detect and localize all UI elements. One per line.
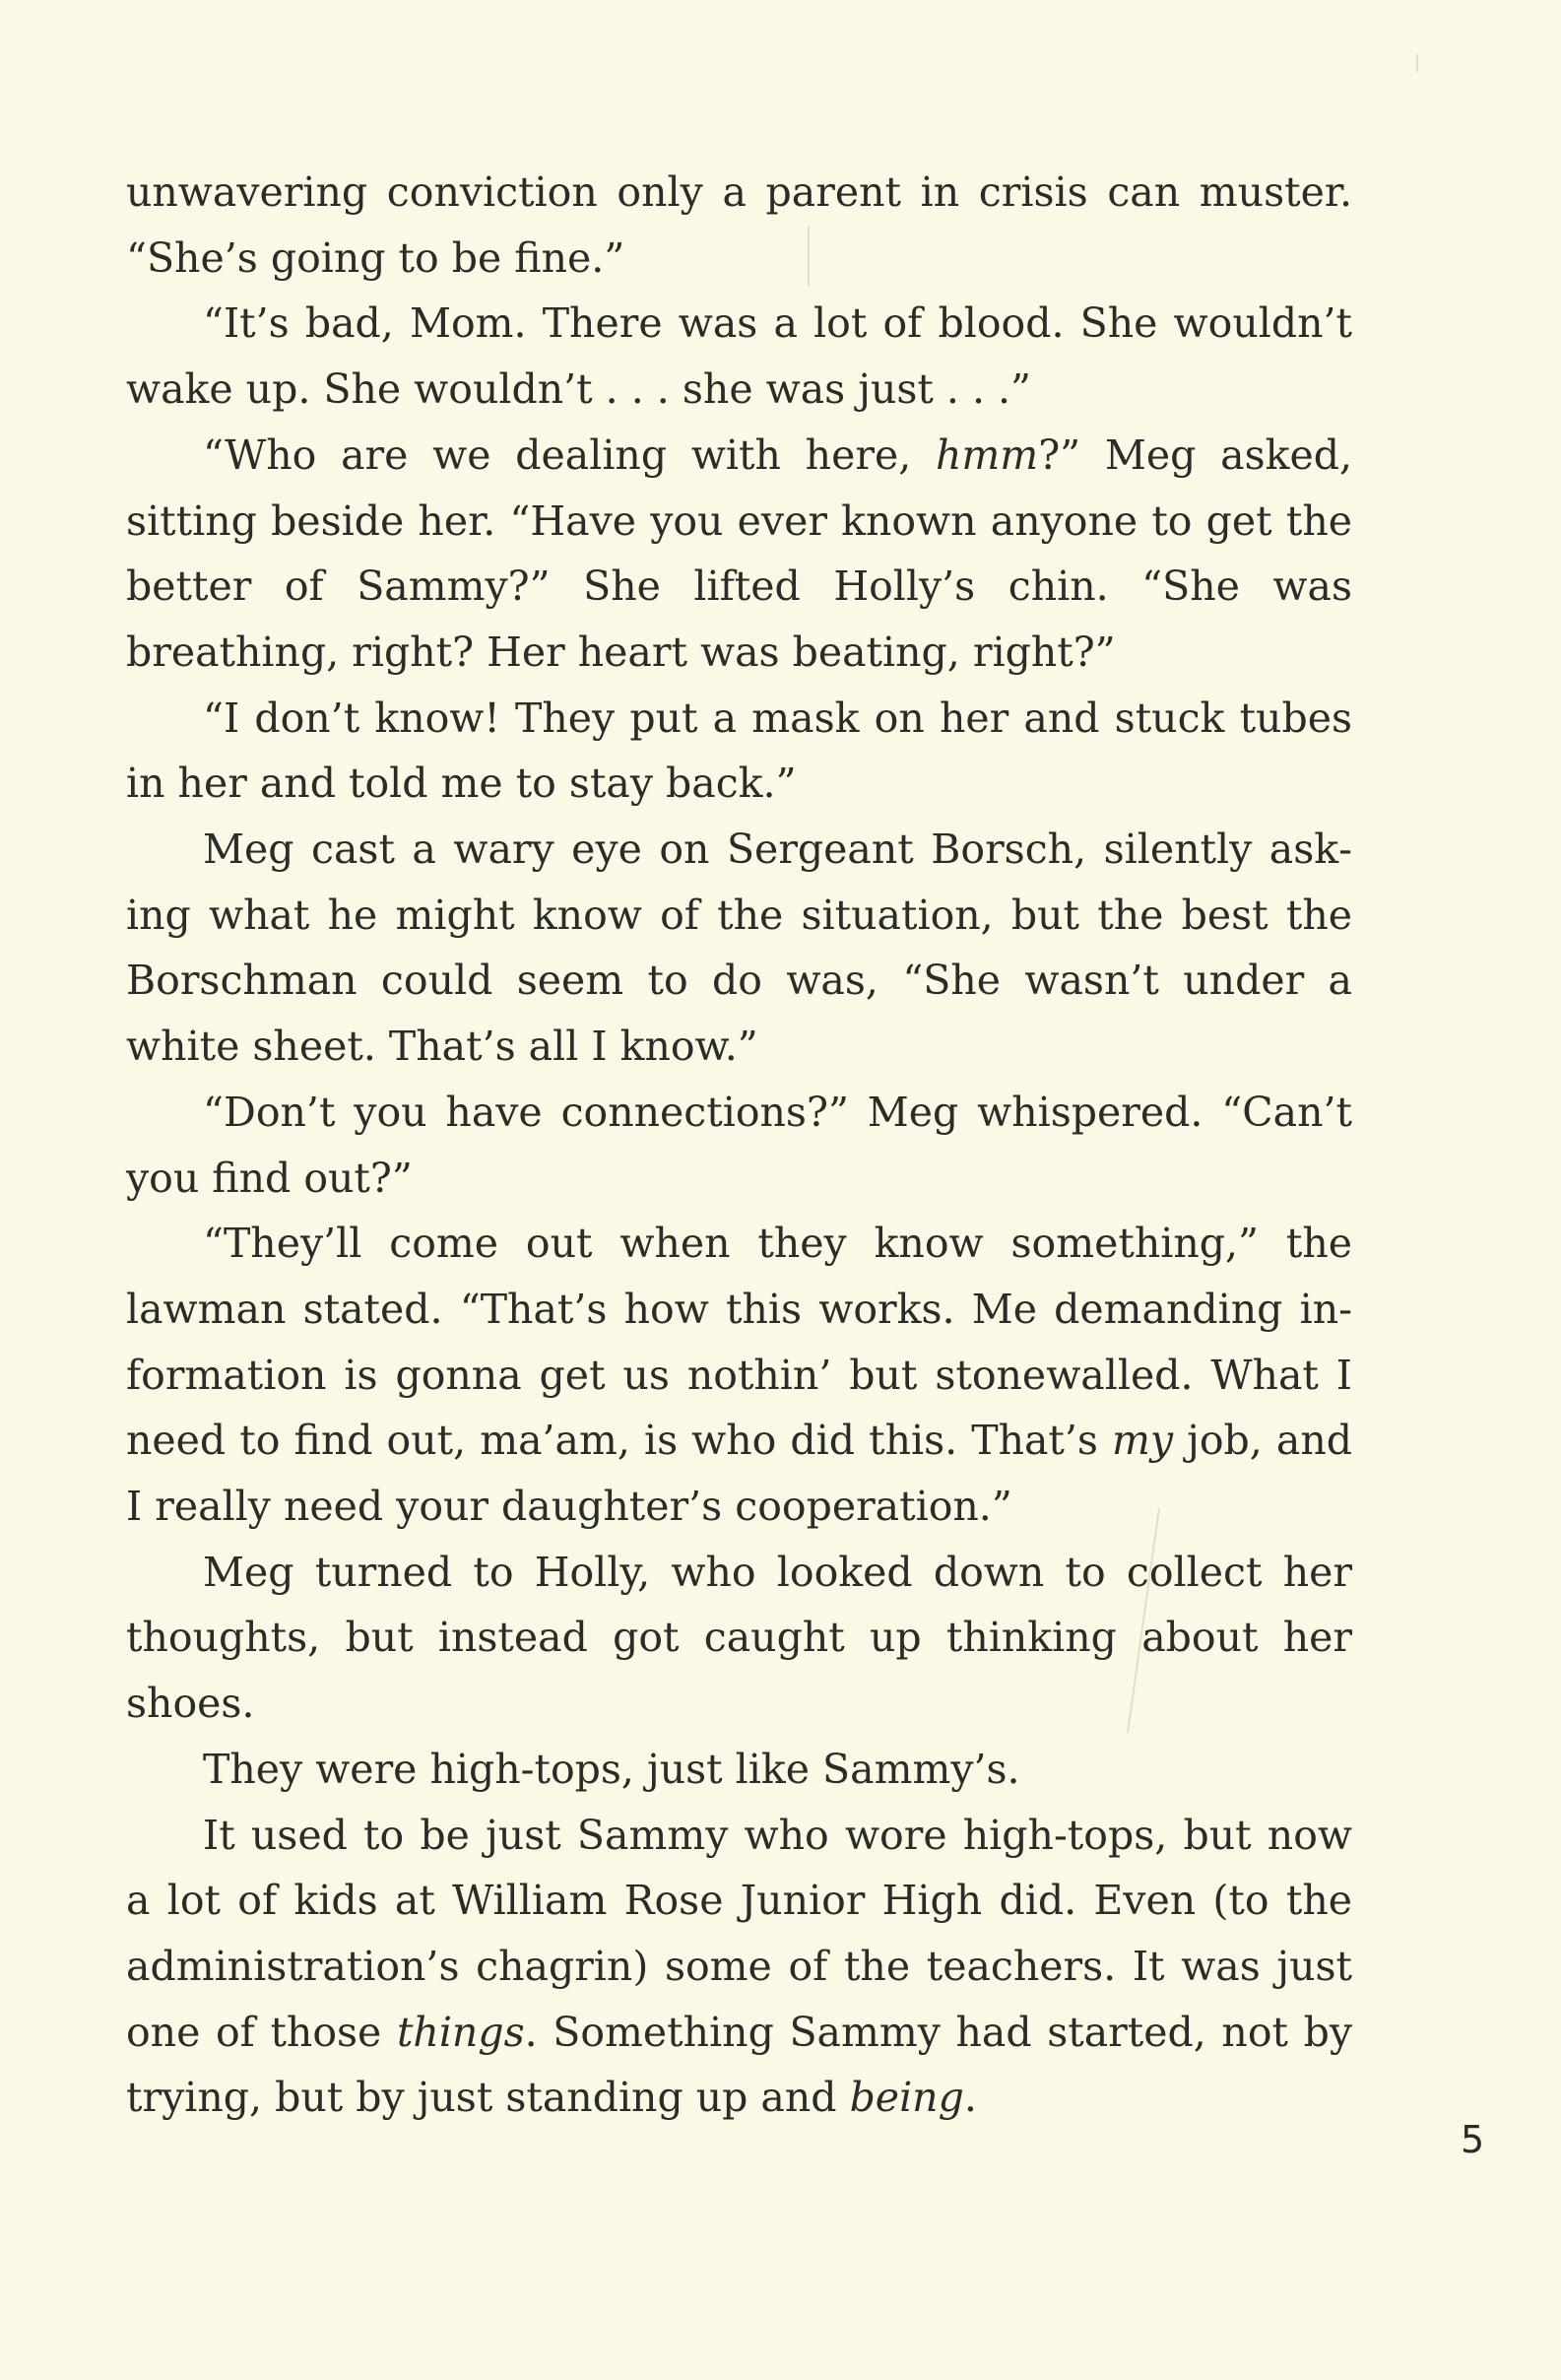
paragraph-text: “They’ll come out when they know something,” the lawman stated. “That’s how this works. Me demanding information is gonna get us nothin’ but stonewalled. What I need to find out, ma’am, is who did this. That’s — [126, 1220, 1352, 1465]
paragraph-text: ?” Meg asked, sitting beside her. “Have you ever known anyone to get the better of Sammy?” She lifted Holly’s chin. “She was breathing, right? Her heart was beating, right?” — [126, 430, 1352, 676]
italic-text: being — [849, 2074, 964, 2122]
italic-text: hmm — [936, 430, 1039, 479]
paragraph-text: Meg cast a wary eye on Sergeant Borsch, silently asking what he might know of the situation, but the best the Borschman could seem to do was, “She wasn’t under a white sheet. That’s all I know.” — [126, 826, 1352, 1071]
paragraph — [126, 160, 1352, 291]
italic-text: things — [396, 2008, 525, 2056]
italic-text: my — [1112, 1417, 1174, 1465]
paragraph-text: “Don’t you have connections?” Meg whispered. “Can’t you find out?” — [126, 1088, 1352, 1202]
paragraph-text: “I don’t know! They put a mask on her and stuck tubes in her and told me to stay back.” — [126, 694, 1352, 808]
paragraph-text: It used to be just Sammy who wore high-tops, but now a lot of kids at William Rose Junior High did. Even (to the administration’s chagrin) some of the teachers. It was just one of those — [126, 1811, 1352, 2056]
paragraph — [126, 686, 1352, 817]
paragraph — [126, 1211, 1352, 1540]
paragraph — [126, 1540, 1352, 1737]
paragraph-text: “Who are we dealing with here, — [203, 430, 937, 479]
paragraph-text: “It’s bad, Mom. There was a lot of blood. She wouldn’t wake up. She wouldn’t . . . she was just . . .” — [126, 299, 1352, 414]
paragraph-text: Meg turned to Holly, who looked down to collect her thoughts, but instead got caught up thinking about her shoes. — [126, 1548, 1352, 1728]
paragraph-text: They were high-tops, just like Sammy’s. — [203, 1745, 1020, 1793]
paragraph — [126, 1803, 1352, 2132]
paragraph-text: . — [963, 2074, 977, 2122]
body-text — [126, 160, 1352, 2131]
paragraph — [126, 423, 1352, 686]
paragraph-text: job, and I really need your daughter’s cooperation.” — [126, 1417, 1352, 1531]
paragraph — [126, 1737, 1352, 1803]
paragraph-text: unwavering conviction only a parent in crisis can muster. “She’s going to be fine.” — [126, 168, 1352, 282]
paragraph-text: . Something Sammy had started, not by trying, but by just standing up and — [126, 2008, 1352, 2122]
paragraph — [126, 817, 1352, 1080]
page-number: 5 — [1461, 2118, 1485, 2161]
paragraph — [126, 1080, 1352, 1211]
scan-line-mark — [1416, 54, 1418, 72]
paragraph — [126, 291, 1352, 422]
